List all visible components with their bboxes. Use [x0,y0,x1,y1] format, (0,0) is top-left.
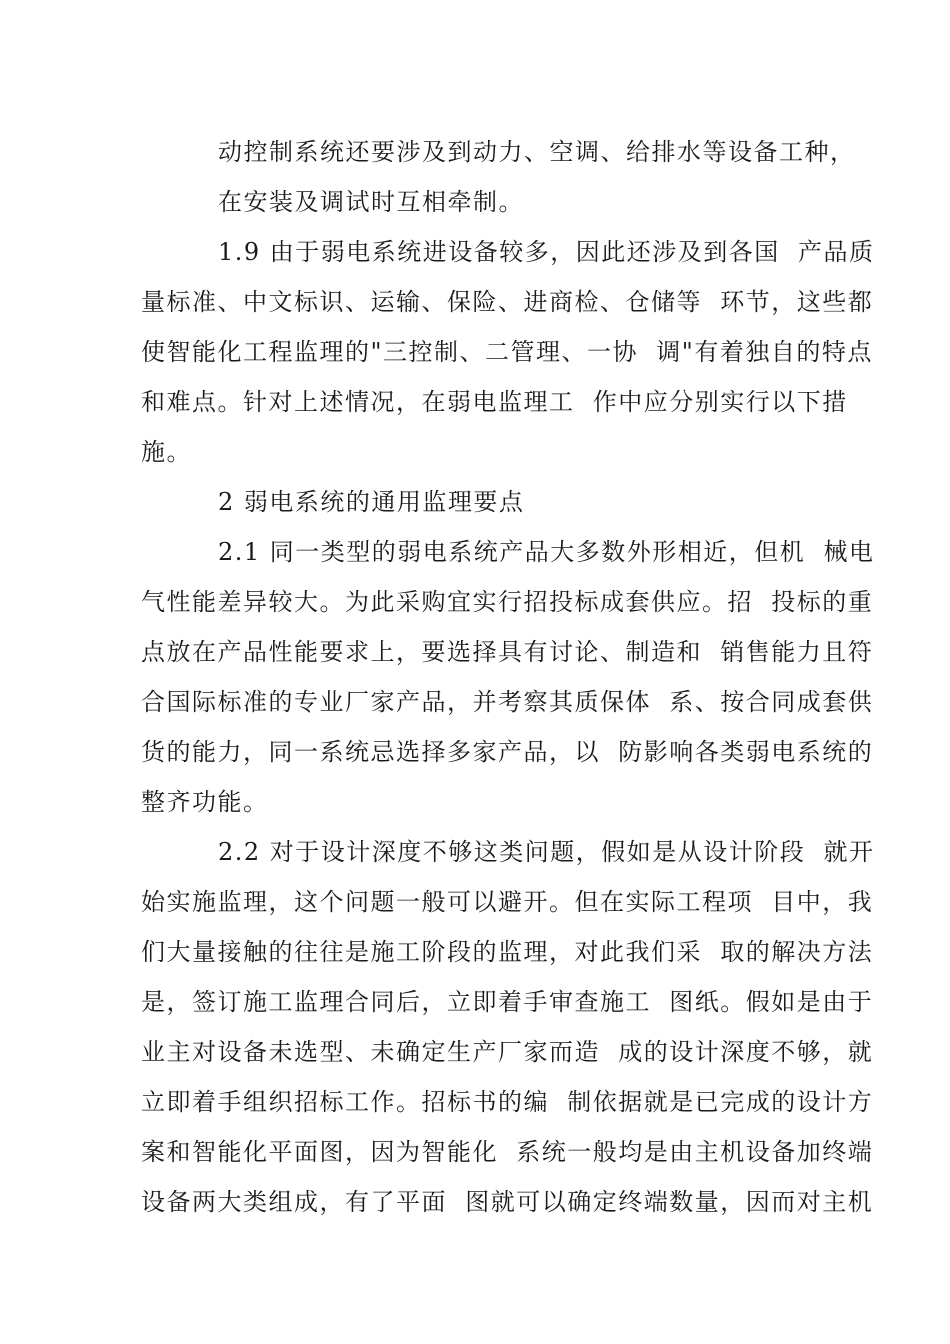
text-line: 施。 [141,438,192,466]
text-line: 案和智能化平面图，因为智能化 系统一般均是由主机设备加终端 [141,1138,874,1166]
section-heading-2: 2 弱电系统的通用监理要点 [218,488,525,516]
text-line: 设备两大类组成，有了平面 图就可以确定终端数量，因而对主机 [141,1188,874,1216]
text-line: 货的能力，同一系统忌选择多家产品，以 防影响各类弱电系统的 [141,738,874,766]
text-line: 量标准、中文标识、运输、保险、进商检、仓储等 环节，这些都 [141,288,874,316]
text-line: 气性能差异较大。为此采购宜实行招投标成套供应。招 投标的重 [141,588,874,616]
text-line: 是，签订施工监理合同后，立即着手审查施工 图纸。假如是由于 [141,988,874,1016]
paragraph-2-2-start: 2.2 对于设计深度不够这类问题，假如是从设计阶段 就开 [218,838,875,866]
text-line: 和难点。针对上述情况，在弱电监理工 作中应分别实行以下措 [141,388,848,416]
paragraph-2-1-start: 2.1 同一类型的弱电系统产品大多数外形相近，但机 械电 [218,538,875,566]
text-line: 们大量接触的往往是施工阶段的监理，对此我们采 取的解决方法 [141,938,874,966]
text-line: 点放在产品性能要求上，要选择具有讨论、制造和 销售能力且符 [141,638,874,666]
text-line: 立即着手组织招标工作。招标书的编 制依据就是已完成的设计方 [141,1088,874,1116]
text-line: 整齐功能。 [141,788,269,816]
text-line: 动控制系统还要涉及到动力、空调、给排水等设备工种， [218,138,856,166]
text-line: 始实施监理，这个问题一般可以避开。但在实际工程项 目中，我 [141,888,874,916]
text-line: 业主对设备未选型、未确定生产厂家而造 成的设计深度不够，就 [141,1038,874,1066]
paragraph-1-9-start: 1.9 由于弱电系统进设备较多，因此还涉及到各国 产品质 [218,238,875,266]
text-line: 合国际标准的专业厂家产品，并考察其质保体 系、按合同成套供 [141,688,874,716]
text-line: 使智能化工程监理的"三控制、二管理、一协 调"有着独自的特点 [141,338,873,366]
text-line: 在安装及调试时互相牵制。 [218,188,524,216]
